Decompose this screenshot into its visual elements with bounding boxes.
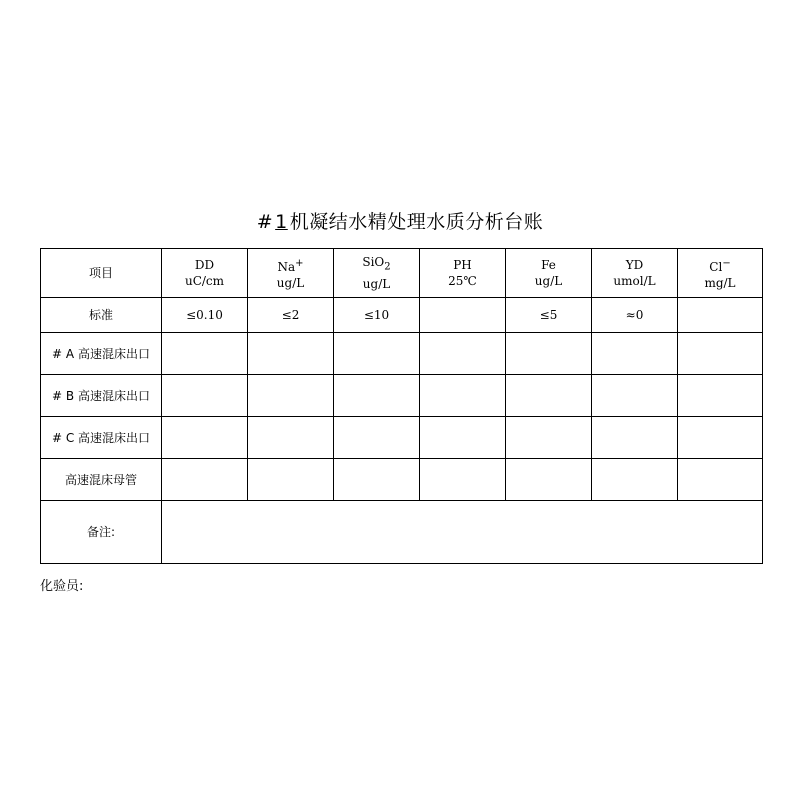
column-header-na: Na+ ug/L [248,249,334,298]
table-cell[interactable] [334,417,420,459]
table-cell[interactable] [506,417,592,459]
table-cell[interactable] [248,459,334,501]
table-cell[interactable] [506,333,592,375]
table-cell[interactable] [592,375,678,417]
table-cell[interactable] [248,375,334,417]
table-cell[interactable] [334,459,420,501]
water-quality-table [40,248,763,564]
table-cell[interactable] [506,375,592,417]
table-cell[interactable] [162,459,248,501]
table-row [41,459,763,501]
column-header-dd: DD uC/cm [162,249,248,298]
tester-label: 化验员: [40,579,84,594]
table-cell[interactable] [334,375,420,417]
column-header-ph: PH 25℃ [420,249,506,298]
row-label: 高速混床母管 [41,459,162,501]
table-cell[interactable] [420,333,506,375]
table-cell[interactable] [248,333,334,375]
standard-na: ≤2 [248,298,334,333]
column-header-yd: YD umol/L [592,249,678,298]
row-label: # B 高速混床出口 [41,375,162,417]
standard-row [41,298,763,333]
table-cell[interactable] [420,375,506,417]
remark-row [41,501,763,564]
table-cell[interactable] [420,459,506,501]
standard-sio2: ≤10 [334,298,420,333]
table-cell[interactable] [162,417,248,459]
item-header: 项目 [41,249,162,298]
table-cell[interactable] [506,459,592,501]
standard-ph [420,298,506,333]
table-cell[interactable] [334,333,420,375]
standard-fe: ≤5 [506,298,592,333]
table-row [41,417,763,459]
table-cell[interactable] [592,417,678,459]
standard-cl [678,298,763,333]
table-cell[interactable] [162,333,248,375]
row-label: # C 高速混床出口 [41,417,162,459]
header-row [41,249,763,298]
title-text: 机凝结水精处理水质分析台账 [289,211,544,233]
row-label: # A 高速混床出口 [41,333,162,375]
table-cell[interactable] [420,417,506,459]
standard-label: 标准 [41,298,162,333]
table-row [41,333,763,375]
title-prefix: # [256,211,274,233]
table-cell[interactable] [678,459,763,501]
column-header-fe: Fe ug/L [506,249,592,298]
column-header-sio2: SiO$_2$ ug/L [334,249,420,298]
standard-dd: ≤0.10 [162,298,248,333]
column-header-cl: Cl− mg/L [678,249,763,298]
table-cell[interactable] [592,333,678,375]
table-cell[interactable] [678,333,763,375]
document-title [0,209,800,235]
table-cell[interactable] [248,417,334,459]
table-cell[interactable] [678,417,763,459]
table-cell[interactable] [592,459,678,501]
standard-yd: ≈0 [592,298,678,333]
remark-label: 备注: [41,501,162,564]
table-cell[interactable] [162,375,248,417]
remark-field[interactable] [162,501,763,564]
table-row [41,375,763,417]
unit-number[interactable]: 1 [275,211,288,233]
table-cell[interactable] [678,375,763,417]
